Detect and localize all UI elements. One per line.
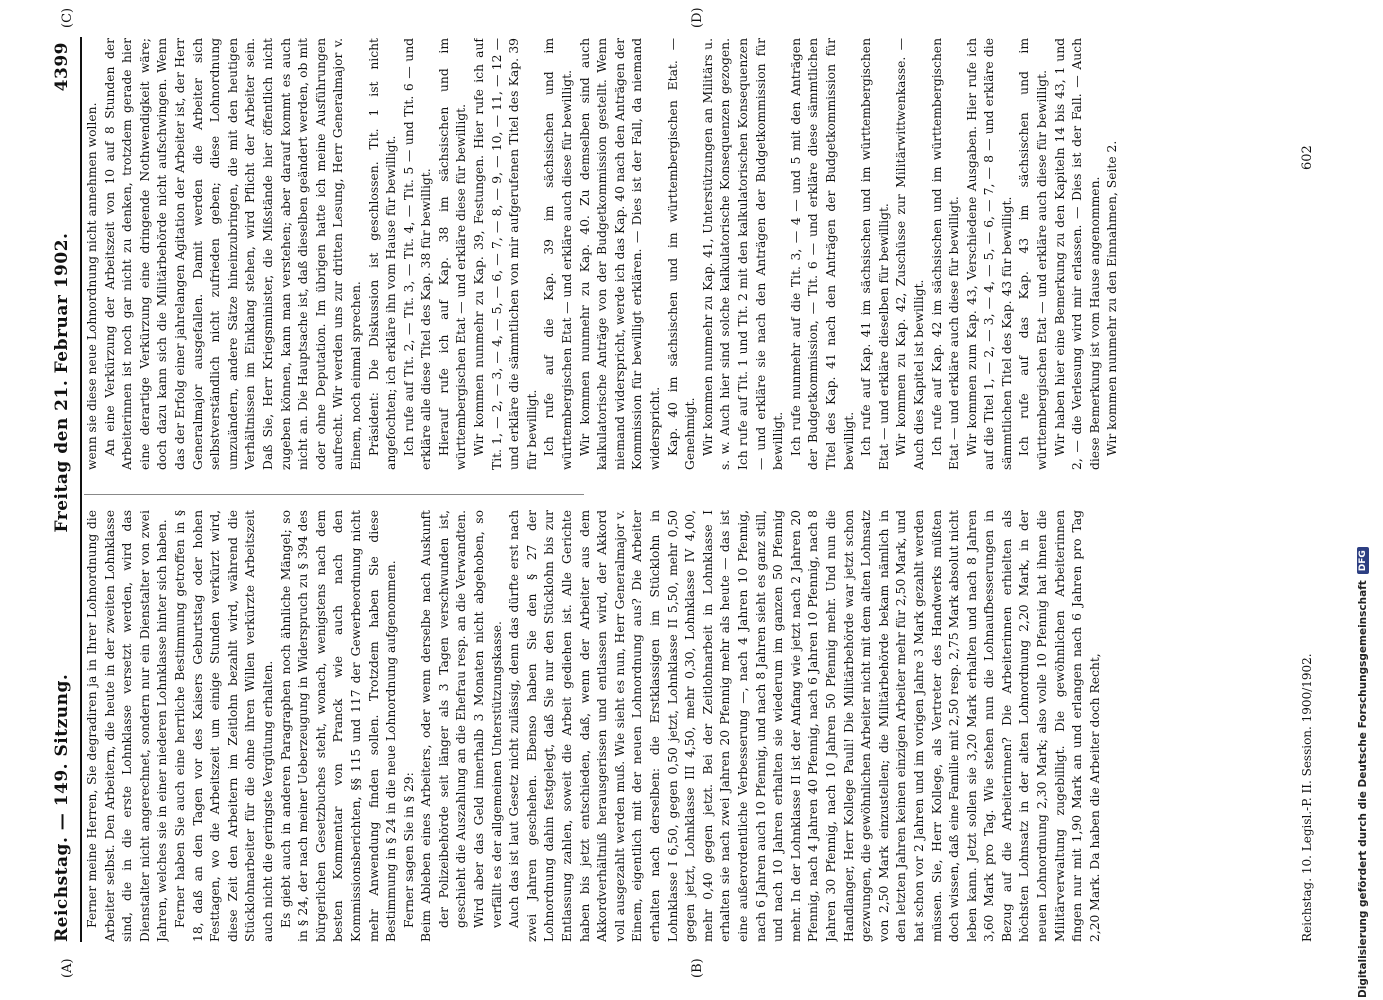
paragraph: Hierauf rufe ich auf Kap. 38 im sächsischen und im württembergischen Etat — und erkläre diese für bewilligt. — [436, 38, 469, 470]
paragraph: Ich rufe auf Kap. 41 im sächsischen und im württembergischen Etat — und erkläre dieselben für bewilligt. — [859, 38, 891, 470]
column-right — [84, 38, 1294, 470]
paragraph: Kap. 40 im sächsischen und im württembergischen Etat. — Genehmigt. — [665, 38, 698, 470]
paragraph: Wir kommen zu Kap. 42, Zuschüsse zur Militärwittwenkasse. — Auch dies Kapitel ist bewilligt. — [894, 38, 926, 470]
paragraph: Ferner sagen Sie in § 29: — [401, 772, 416, 928]
footer-session: Reichstag. 10. Legisl.-P. II. Session. 1900/1902. — [1300, 653, 1314, 942]
paragraph: Ferner haben Sie auch eine herrliche Bestimmung getroffen in § 18, daß an den Tagen vor des Kaisers Geburtstag oder hohen Festtagen, wo die Arbeitszeit um einige Stunden verkürzt wird, diese Zeit den Arbeitern im Zeitlohn bezahlt wird, während die Stücklohnarbeiter für die ohne ihren Willen verkürzte Arbeitszeit auch nicht die geringste Vergütung erhalten. — [172, 510, 275, 942]
paragraph: Ich rufe auf Tit. 2, — Tit. 3, — Tit. 4, — Tit. 5 — und Tit. 6 — und erkläre alle diese Titel des Kap. 38 für bewilligt. — [401, 38, 434, 470]
paragraph: Wir kommen nunmehr zu Kap. 39, Festungen. Hier rufe ich auf Tit. 1, — 2, — 3, — 4, — 5, — 6, — 7, — 8, — 9, — 10, — 11, — 12 — und erkläre die sämmtlichen von mir aufgerufenen Titel des Kap. 39 für bewilligt. — [472, 38, 539, 470]
header-left: Reichstag. — 149. Sitzung. — [52, 673, 72, 942]
paragraph: An eine Verkürzung der Arbeitszeit von 10 auf 8 Stunden der Arbeiterinnen ist noch gar nicht zu denken, trotzdem gerade hier eine derartige Verkürzung eine dringende Nothwendigkeit wäre; doch dazu kann sich die Militärbehörde nicht aufschwingen. Wenn das der Erfolg einer jahrelangen Agitation der Arbeiter ist, der Herr Generalmajor ausgefallen. Damit werden die Arbeiter sich selbstverständlich nicht zufrieden geben; diese Lohnordnung umzuändern, andere Sätze hineinzubringen, die mit den heutigen Verhältnissen im Einklang stehen, wird Pflicht der Arbeiter sein. Daß Sie, Herr Kriegsminister, die Mißstände hier öffentlich nicht zugeben können, kann man verstehen; aber darauf kommt es auch nicht an. Die Hauptsache ist, daß dieselben geändert werden, ob mit oder ohne Deputation. Im übrigen hatte ich meine Ausführungen aufrecht. Wir werden uns zur dritten Lesung, Herr Generalmajor v. Einem, noch einmal sprechen. — [102, 38, 363, 470]
marker-b: (B) — [690, 958, 705, 978]
footer-page-code: 602 — [1300, 145, 1315, 170]
header-page-number: 4399 — [52, 42, 72, 92]
paragraph: Ich rufe nunmehr auf die Tit. 3, — 4 — und 5 mit den Anträgen der Budgetkommission, — Tit. 6 — und erkläre diese sämmtlichen Titel des Kap. 41 nach den Anträgen der Budgetkommission für bewilligt. — [788, 38, 856, 470]
paragraph: Wir kommen nunmehr zu Kap. 40. Zu demselben sind auch kalkulatorische Anträge von der Budgetkommission gestellt. Wenn niemand widerspricht, werde ich das Kap. 40 nach den Anträgen der Kommission für bewilligt erklären. — Dies ist der Fall, da niemand widerspricht. — [577, 38, 662, 470]
page-header — [52, 42, 78, 942]
header-rule — [80, 37, 82, 942]
paragraph: Wir haben hier eine Bemerkung zu den Kapiteln 14 bis 43, 1 und 2, — die Verlesung wird mir erlassen. — Dies ist der Fall. — Auch diese Bemerkung ist vom Hause angenommen. — [1052, 38, 1102, 470]
marker-c: (C) — [60, 7, 75, 28]
column-left — [84, 510, 1294, 942]
paragraph: wenn sie diese neue Lohnordnung nicht annehmen wollen. — [85, 102, 99, 470]
marker-a: (A) — [60, 958, 75, 978]
header-date: Freitag den 21. Februar 1902. — [52, 232, 72, 533]
paragraph: Es giebt auch in anderen Paragraphen noch ähnliche Mängel; so in § 24, der nach meiner Ueberzeugung in Widerspruch zu § 394 des bürgerlichen Gesetzbuches steht, wonach, wenigstens nach dem besten Kommentar von Pranck wie auch nach den Kommissionsberichten, §§ 115 und 117 der Gewerbeordnung nicht mehr Anwendung finden sollen. Trotzdem haben Sie diese Bestimmung in § 24 in die neue Lohnordnung aufgenommen. — [278, 510, 399, 942]
paragraph: Wir kommen nunmehr zu Kap. 41, Unterstützungen an Militärs u. s. w. Auch hier sind solche kalkulatorische Konsequenzen gezogen. Ich rufe auf Tit. 1 und Tit. 2 mit den kalkulatorischen Konsequenzen — und erkläre sie nach den Anträgen der Budgetkommission für bewilligt. — [700, 38, 786, 470]
dfg-logo: DFG — [1357, 547, 1369, 574]
quote: Beim Ableben eines Arbeiters, oder wenn derselbe nach Auskunft der Polizeibehörde seit länger als 3 Tagen verschwunden ist, geschieht die Auszahlung an die Ehefrau resp. an die Verwandten. Wird aber das Geld innerhalb 3 Monaten nicht abgehoben, so verfällt es der allgemeinen Unterstützungskasse. — [419, 510, 504, 942]
digitization-note — [1352, 8, 1374, 998]
digitization-text: Digitalisierung gefördert durch die Deutsche Forschungsgemeinschaft — [1357, 580, 1369, 998]
paragraph: Ich rufe auf die Kap. 39 im sächsischen und im württembergischen Etat — und erkläre auch diese für bewilligt. — [542, 38, 575, 470]
paragraph: Ferner meine Herren, Sie degradiren ja in Ihrer Lohnordnung die Arbeiter selbst. Den Arbeitern, die heute in der zweiten Lohnklasse sind, die in die erste Lohnklasse versetzt werden, wird das Dienstalter nicht angerechnet, sondern nur ein Dienstalter von zwei Jahren, welches sie in einer niederen Lohnklasse hinter sich haben. — [85, 510, 170, 942]
paragraph: Auch das ist laut Gesetz nicht zulässig, denn das dürfte erst nach zwei Jahren geschehen. Ebenso haben Sie den § 27 der Lohnordnung dahin festgelegt, daß Sie nur den Stücklohn bis zur Entlassung zahlen, soweit die Arbeit gediehen ist. Alle Gerichte haben bis jetzt entschieden, daß, wenn der Arbeiter aus dem Akkordverhältniß herausgerissen und entlassen wird, der Akkord voll ausgezahlt werden muß. Wie sieht es nun, Herr Generalmajor v. Einem, eigentlich mit der neuen Lohnordnung aus? Die Arbeiter erhalten nach derselben: die Erstklassigen im Stücklohn in Lohnklasse I 6,50, gegen 0,50 jetzt, Lohnklasse II 5,50, mehr 0,50 gegen jetzt, Lohnklasse III 4,50, mehr 0,30, Lohnklasse IV 4,00, mehr 0,40 gegen jetzt. Bei der Zeitlohnarbeit in Lohnklasse I erhalten sie nach zwei Jahren 20 Pfennig mehr als heute — das ist eine außerordentliche Verbesserung —, nach 4 Jahren 10 Pfennig, nach 6 Jahren auch 10 Pfennig, und nach 8 Jahren sieht es ganz still, und nach 10 Jahren erhalten sie wiederum im ganzen 50 Pfennig mehr. In der Lohnklasse II ist der Anfang wie jetzt nach 2 Jahren 20 Pfennig, nach 4 Jahren 40 Pfennig, nach 6 Jahren 10 Pfennig, nach 8 Jahren 30 Pfennig, nach 10 Jahren 50 Pfennig mehr. Und nun die Handlanger, Herr Kollege Pauli! Die Militärbehörde war jetzt schon gezwungen, die gewöhnlichen Arbeiter nicht mit dem alten Lohnsatz von 2,50 Mark einzustellen; die Militärbehörde bekam nämlich in den letzten Jahren keinen einzigen Arbeiter mehr für 2,50 Mark, und hat schon vor 2 Jahren und im vorigen Jahre 3 Mark gezahlt werden müssen. Sie, Herr Kollege, als Vertreter des Handwerks müßten doch wissen, daß eine Familie mit 2,50 resp. 2,75 Mark absolut nicht leben kann. Jetzt sollen sie 3,20 Mark erhalten und nach 8 Jahren 3,60 Mark pro Tag. Wie stehen nun die Lohnaufbesserungen in Bezug auf die Arbeiterinnen? Die Arbeiterinnen erhielten als höchsten Lohnsatz in der alten Lohnordnung 2,20 Mark, in der neuen Lohnordnung 2,30 Mark; also volle 10 Pfennig hat ihnen die Militärverwaltung zugebilligt. Die gewöhnlichen Arbeiterinnen fingen nur mit 1,90 Mark an und erlangen nach 6 Jahren pro Tag 2,20 Mark. Da haben die Arbeiter doch Recht, — [507, 510, 1102, 942]
marker-d: (D) — [690, 7, 705, 28]
column-divider — [84, 494, 584, 495]
paragraph: Wir kommen nunmehr zu den Einnahmen, Seite 2. — [1105, 140, 1120, 456]
paragraph: Präsident: Die Diskussion ist geschlossen. Tit. 1 ist nicht angefochten; ich erkläre ihn vom Hause für bewilligt. — [366, 38, 399, 470]
paragraph: Ich rufe auf das Kap. 43 im sächsischen und im württembergischen Etat — und erkläre auch diese für bewilligt. — [1017, 38, 1050, 470]
paragraph: Ich rufe auf Kap. 42 im sächsischen und im württembergischen Etat — und erkläre auch diese für bewilligt. — [929, 38, 962, 470]
paragraph: Wir kommen zum Kap. 43, Verschiedene Ausgaben. Hier rufe ich auf die Titel 1, — 2, — 3, — 4, — 5, — 6, — 7, — 8 — und erkläre die sämmtlichen Titel des Kap. 43 für bewilligt. — [964, 38, 1014, 470]
